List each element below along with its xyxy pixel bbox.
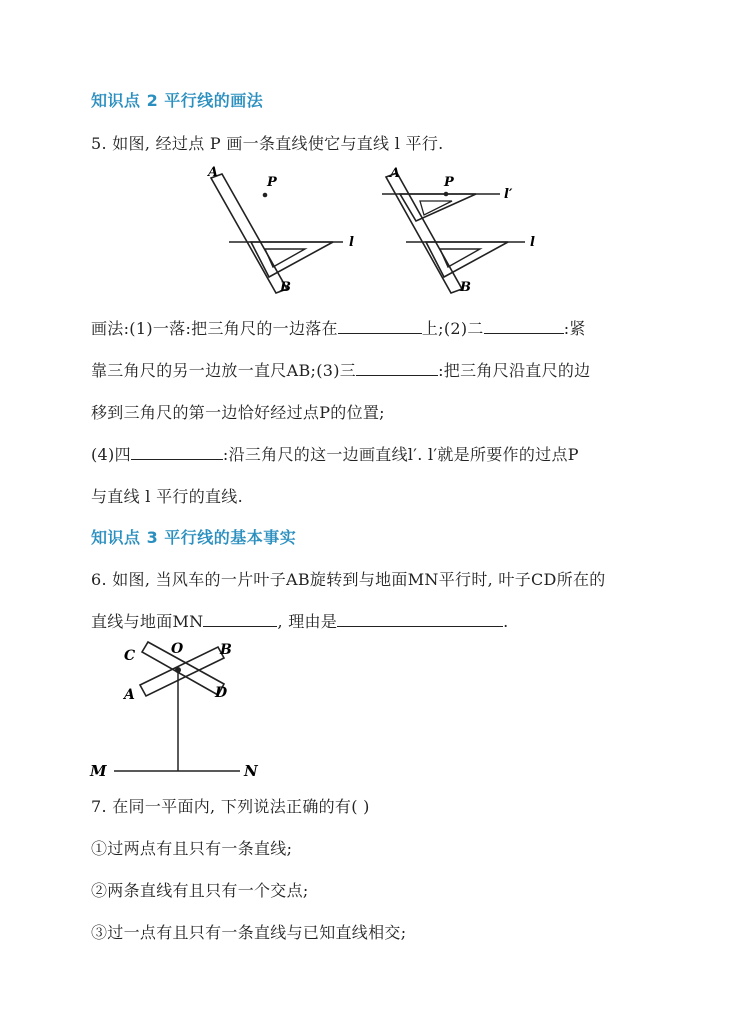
blank-4[interactable] bbox=[131, 444, 223, 460]
q5-figure-left bbox=[205, 165, 355, 295]
blank-3[interactable] bbox=[356, 360, 438, 376]
svg-text:A: A bbox=[390, 166, 401, 181]
question-7-option-2: ②两条直线有且只有一个交点; bbox=[91, 881, 309, 900]
hub-o bbox=[175, 667, 181, 673]
blank-5[interactable] bbox=[203, 611, 277, 627]
svg-text:P: P bbox=[444, 175, 454, 190]
svg-text:D: D bbox=[215, 685, 228, 701]
section-heading-2: 知识点 2 平行线的画法 bbox=[91, 91, 264, 110]
question-5-stem: 5. 如图, 经过点 P 画一条直线使它与直线 l 平行. bbox=[91, 134, 444, 153]
question-7-option-3: ③过一点有且只有一条直线与已知直线相交; bbox=[91, 923, 407, 942]
point-p-right bbox=[444, 192, 449, 197]
question-6-line-1: 6. 如图, 当风车的一片叶子AB旋转到与地面MN平行时, 叶子CD所在的 bbox=[91, 570, 606, 589]
question-7-stem: 7. 在同一平面内, 下列说法正确的有( ) bbox=[91, 797, 370, 816]
svg-text:l: l bbox=[349, 235, 354, 250]
method-line-4: (4)四 :沿三角尺的这一边画直线l′. l′就是所要作的过点P bbox=[91, 445, 579, 464]
method-line-5: 与直线 l 平行的直线. bbox=[91, 487, 243, 506]
question-6-line-2: 直线与地面MN , 理由是 . bbox=[91, 612, 509, 631]
svg-text:l: l bbox=[530, 235, 535, 250]
method-line-3: 移到三角尺的第一边恰好经过点P的位置; bbox=[91, 403, 385, 422]
svg-text:l′: l′ bbox=[504, 187, 513, 202]
svg-text:M: M bbox=[90, 762, 107, 780]
svg-text:A: A bbox=[208, 165, 219, 180]
ruler-ab-right bbox=[386, 173, 462, 293]
svg-text:B: B bbox=[220, 642, 232, 658]
blank-2[interactable] bbox=[484, 318, 564, 334]
method-line-2: 靠三角尺的另一边放一直尺AB;(3)三 :把三角尺沿直尺的边 bbox=[91, 361, 591, 380]
svg-text:B: B bbox=[280, 280, 291, 295]
blank-6[interactable] bbox=[337, 611, 503, 627]
q5-figure-right bbox=[380, 165, 540, 295]
svg-text:B: B bbox=[460, 280, 471, 295]
section-heading-3: 知识点 3 平行线的基本事实 bbox=[91, 528, 297, 547]
svg-text:O: O bbox=[171, 641, 184, 657]
q6-windmill-figure bbox=[90, 640, 270, 780]
svg-text:A: A bbox=[124, 687, 135, 703]
svg-text:P: P bbox=[267, 175, 277, 190]
svg-text:N: N bbox=[244, 762, 258, 780]
ruler-ab bbox=[211, 174, 287, 293]
blank-1[interactable] bbox=[338, 318, 422, 334]
svg-text:C: C bbox=[124, 648, 136, 664]
method-line-1: 画法:(1)一落:把三角尺的一边落在 上;(2)二 :紧 bbox=[91, 319, 586, 338]
question-7-option-1: ①过两点有且只有一条直线; bbox=[91, 839, 293, 858]
point-p bbox=[263, 193, 268, 198]
